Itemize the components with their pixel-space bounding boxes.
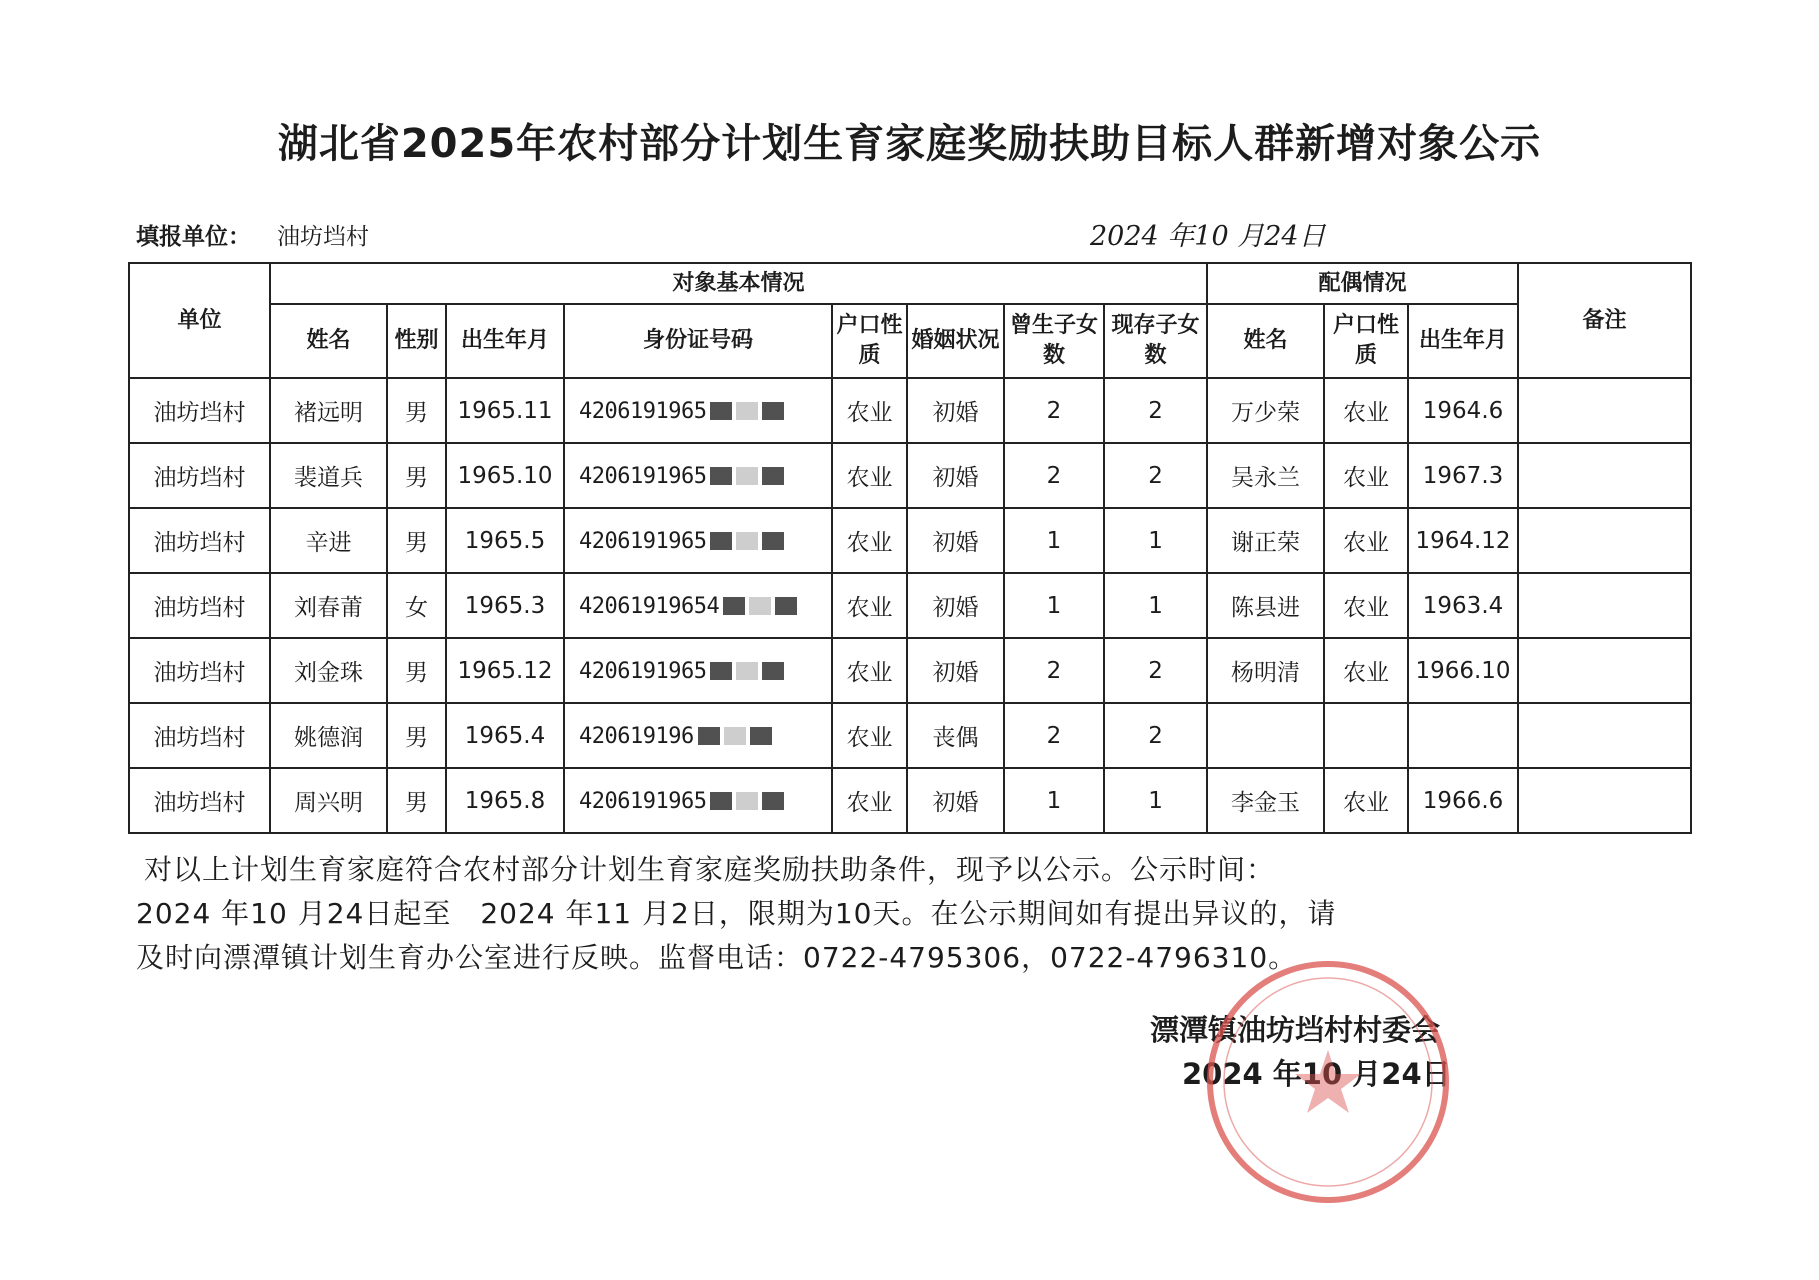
cell-sp-hukou: 农业	[1324, 768, 1408, 833]
cell-birth: 1965.4	[446, 703, 564, 768]
cell-living: 2	[1104, 638, 1207, 703]
cell-id	[564, 508, 832, 573]
id-number-visible: 42061919654	[579, 593, 720, 619]
cell-unit: 油坊垱村	[129, 378, 270, 443]
cell-id	[564, 378, 832, 443]
cell-id	[564, 768, 832, 833]
cell-living: 1	[1104, 508, 1207, 573]
header-name: 姓名	[270, 304, 387, 378]
cell-sp-birth: 1963.4	[1408, 573, 1518, 638]
cell-sp-hukou: 农业	[1324, 573, 1408, 638]
cell-gender: 男	[387, 443, 446, 508]
table-row	[129, 638, 1691, 703]
cell-gender: 男	[387, 378, 446, 443]
cell-gender: 男	[387, 638, 446, 703]
cell-hukou: 农业	[832, 768, 907, 833]
cell-born: 1	[1004, 573, 1104, 638]
cell-marital: 丧偶	[907, 703, 1004, 768]
header-unit: 单位	[129, 263, 270, 378]
header-group-basic: 对象基本情况	[270, 263, 1207, 304]
redaction-mark	[723, 597, 745, 615]
fill-unit-label: 填报单位：	[136, 224, 251, 250]
redaction-mark	[750, 727, 772, 745]
header-remark: 备注	[1518, 263, 1691, 378]
cell-birth: 1965.3	[446, 573, 564, 638]
cell-sp-hukou: 农业	[1324, 508, 1408, 573]
cell-living: 1	[1104, 573, 1207, 638]
signature-date: 2024 年10 月24日	[1182, 1057, 1451, 1091]
redaction-mark	[762, 792, 784, 810]
cell-remark	[1518, 508, 1691, 573]
redaction-mark	[724, 727, 746, 745]
id-number-visible: 4206191965	[579, 788, 707, 814]
cell-gender: 男	[387, 768, 446, 833]
cell-living: 2	[1104, 443, 1207, 508]
cell-birth: 1965.12	[446, 638, 564, 703]
redaction-mark	[710, 402, 732, 420]
cell-gender: 男	[387, 703, 446, 768]
table-row	[129, 768, 1691, 833]
redaction-mark	[775, 597, 797, 615]
cell-sp-hukou: 农业	[1324, 378, 1408, 443]
header-born-children: 曾生子女数	[1004, 304, 1104, 378]
cell-birth: 1965.8	[446, 768, 564, 833]
cell-name: 裴道兵	[270, 443, 387, 508]
table-row	[129, 378, 1691, 443]
header-id: 身份证号码	[564, 304, 832, 378]
header-spouse-hukou: 户口性质	[1324, 304, 1408, 378]
cell-sp-birth	[1408, 703, 1518, 768]
table-row	[129, 703, 1691, 768]
redaction-mark	[762, 532, 784, 550]
header-birth: 出生年月	[446, 304, 564, 378]
cell-remark	[1518, 378, 1691, 443]
cell-birth: 1965.10	[446, 443, 564, 508]
cell-sp-name: 吴永兰	[1207, 443, 1324, 508]
redaction-mark	[736, 792, 758, 810]
cell-remark	[1518, 703, 1691, 768]
cell-sp-hukou	[1324, 703, 1408, 768]
cell-id	[564, 638, 832, 703]
cell-hukou: 农业	[832, 378, 907, 443]
id-number-visible: 4206191965	[579, 528, 707, 554]
redaction-mark	[762, 662, 784, 680]
redaction-mark	[710, 532, 732, 550]
redaction-mark	[736, 532, 758, 550]
cell-name: 周兴明	[270, 768, 387, 833]
table-row	[129, 573, 1691, 638]
cell-birth: 1965.11	[446, 378, 564, 443]
cell-sp-birth: 1964.6	[1408, 378, 1518, 443]
cell-living: 2	[1104, 703, 1207, 768]
cell-id	[564, 443, 832, 508]
cell-hukou: 农业	[832, 638, 907, 703]
table-row	[129, 443, 1691, 508]
redaction-mark	[710, 467, 732, 485]
page-title: 湖北省2025年农村部分计划生育家庭奖励扶助目标人群新增对象公示	[277, 121, 1542, 167]
notice-text	[136, 848, 1576, 980]
cell-living: 2	[1104, 378, 1207, 443]
redaction-mark	[736, 402, 758, 420]
cell-name: 刘春莆	[270, 573, 387, 638]
cell-born: 2	[1004, 378, 1104, 443]
header-gender: 性别	[387, 304, 446, 378]
cell-hukou: 农业	[832, 443, 907, 508]
cell-unit: 油坊垱村	[129, 443, 270, 508]
cell-unit: 油坊垱村	[129, 508, 270, 573]
id-number-visible: 4206191965	[579, 398, 707, 424]
cell-sp-name: 杨明清	[1207, 638, 1324, 703]
redaction-mark	[698, 727, 720, 745]
cell-name: 辛进	[270, 508, 387, 573]
cell-sp-birth: 1964.12	[1408, 508, 1518, 573]
cell-sp-birth: 1967.3	[1408, 443, 1518, 508]
cell-marital: 初婚	[907, 768, 1004, 833]
cell-unit: 油坊垱村	[129, 768, 270, 833]
cell-birth: 1965.5	[446, 508, 564, 573]
cell-marital: 初婚	[907, 443, 1004, 508]
cell-living: 1	[1104, 768, 1207, 833]
header-hukou: 户口性质	[832, 304, 907, 378]
cell-unit: 油坊垱村	[129, 638, 270, 703]
cell-born: 1	[1004, 508, 1104, 573]
cell-gender: 男	[387, 508, 446, 573]
redaction-mark	[736, 662, 758, 680]
cell-marital: 初婚	[907, 638, 1004, 703]
signature-block	[1150, 1008, 1451, 1096]
recipients-table	[128, 262, 1692, 834]
cell-name: 褚远明	[270, 378, 387, 443]
cell-born: 2	[1004, 703, 1104, 768]
cell-sp-name: 陈县进	[1207, 573, 1324, 638]
cell-sp-name: 李金玉	[1207, 768, 1324, 833]
cell-marital: 初婚	[907, 378, 1004, 443]
cell-name: 刘金珠	[270, 638, 387, 703]
redaction-mark	[710, 792, 732, 810]
redaction-mark	[762, 467, 784, 485]
cell-remark	[1518, 768, 1691, 833]
cell-hukou: 农业	[832, 508, 907, 573]
cell-born: 1	[1004, 768, 1104, 833]
notice-line-3: 及时向漂潭镇计划生育办公室进行反映。监督电话：0722-4795306，0722-4796310。	[136, 941, 1298, 974]
signature-org: 漂潭镇油坊垱村村委会	[1150, 1013, 1441, 1047]
header-spouse-name: 姓名	[1207, 304, 1324, 378]
cell-remark	[1518, 443, 1691, 508]
redaction-mark	[762, 402, 784, 420]
cell-sp-birth: 1966.6	[1408, 768, 1518, 833]
id-number-visible: 4206191965	[579, 658, 707, 684]
fill-date: 2024 年10 月24日	[1090, 221, 1326, 252]
cell-born: 2	[1004, 638, 1104, 703]
header-group-spouse: 配偶情况	[1207, 263, 1518, 304]
redaction-mark	[710, 662, 732, 680]
cell-remark	[1518, 638, 1691, 703]
cell-sp-name: 万少荣	[1207, 378, 1324, 443]
header-spouse-birth: 出生年月	[1408, 304, 1518, 378]
cell-unit: 油坊垱村	[129, 703, 270, 768]
cell-id	[564, 703, 832, 768]
cell-sp-hukou: 农业	[1324, 638, 1408, 703]
id-number-visible: 420619196	[579, 723, 694, 749]
cell-sp-birth: 1966.10	[1408, 638, 1518, 703]
redaction-mark	[749, 597, 771, 615]
cell-remark	[1518, 573, 1691, 638]
cell-hukou: 农业	[832, 573, 907, 638]
cell-gender: 女	[387, 573, 446, 638]
header-living-children: 现存子女数	[1104, 304, 1207, 378]
redaction-mark	[736, 467, 758, 485]
cell-sp-name	[1207, 703, 1324, 768]
cell-marital: 初婚	[907, 508, 1004, 573]
fill-unit-value: 油坊垱村	[277, 224, 369, 250]
cell-sp-name: 谢正荣	[1207, 508, 1324, 573]
header-marital: 婚姻状况	[907, 304, 1004, 378]
notice-line-1: 对以上计划生育家庭符合农村部分计划生育家庭奖励扶助条件，现予以公示。公示时间：	[144, 853, 1276, 886]
notice-line-2: 2024 年10 月24日起至 2024 年11 月2日，限期为10天。在公示期间如有提出异议的，请	[136, 897, 1337, 930]
cell-id	[564, 573, 832, 638]
table-row	[129, 508, 1691, 573]
id-number-visible: 4206191965	[579, 463, 707, 489]
cell-born: 2	[1004, 443, 1104, 508]
cell-name: 姚德润	[270, 703, 387, 768]
cell-sp-hukou: 农业	[1324, 443, 1408, 508]
cell-marital: 初婚	[907, 573, 1004, 638]
cell-hukou: 农业	[832, 703, 907, 768]
fill-unit	[136, 218, 369, 251]
cell-unit: 油坊垱村	[129, 573, 270, 638]
